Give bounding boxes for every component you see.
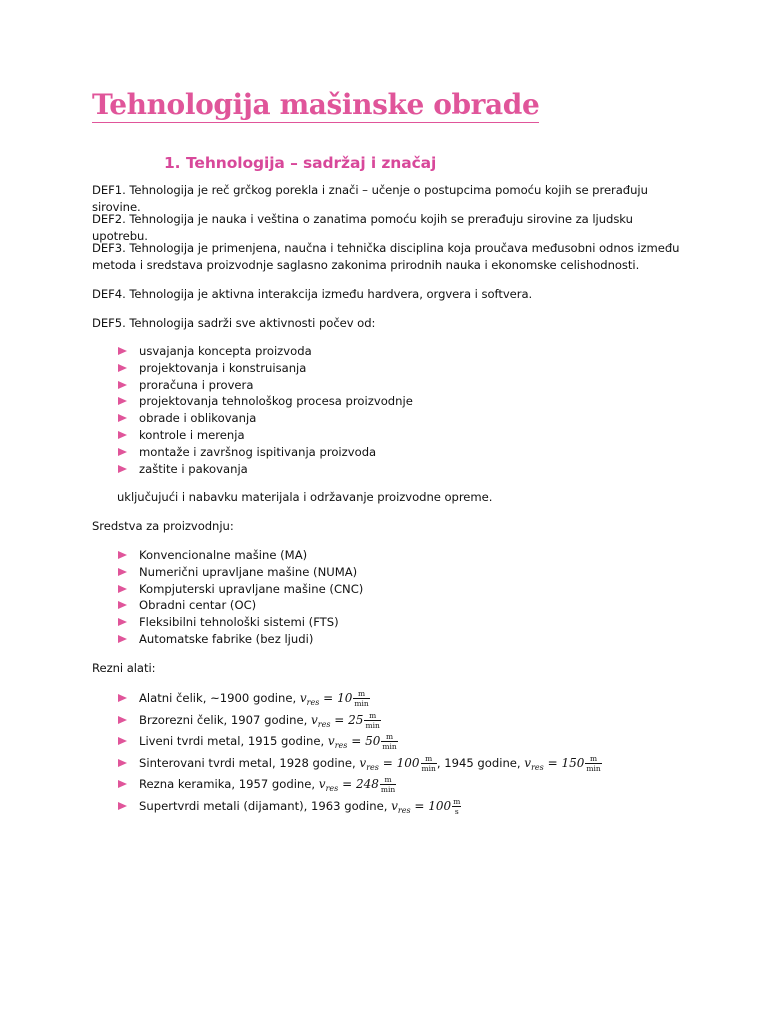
arrow-bullet-icon <box>118 381 127 389</box>
arrow-bullet-icon <box>118 716 127 724</box>
list-item: Obradni centar (OC) <box>118 597 363 614</box>
section-label: Tehnologija – sadržaj i značaj <box>186 154 437 172</box>
arrow-bullet-icon <box>118 737 127 745</box>
arrow-bullet-icon <box>118 551 127 559</box>
list-item: obrade i oblikovanja <box>118 410 413 427</box>
list-item: Sinterovani tvrdi metal, 1928 godine, $v_{res} = 100$ $\frac{m}{\min}$ , 1945 godine, $v_{res} = 150$ $\frac{m}{\min}$ <box>118 753 602 775</box>
unit-fraction: $\frac{m}{\min}$ <box>586 753 601 773</box>
arrow-bullet-icon <box>118 780 127 788</box>
means-list <box>118 547 363 648</box>
definition-2: DEF2. Tehnologija je nauka i veština o zanatima pomoću kojih se prerađuju sirovine za ljudsku upotrebu. <box>92 212 633 243</box>
arrow-bullet-icon <box>118 601 127 609</box>
unit-fraction: $\frac{m}{\min}$ <box>365 710 380 730</box>
arrow-bullet-icon <box>118 448 127 456</box>
definition-3: DEF3. Tehnologija je primenjena, naučna i tehnička disciplina koja proučava međusobni odnos između metoda i sredstava proizvodnje saglasno zakonima prirodnih nauka i ekonomske celishodnosti. <box>92 241 680 272</box>
arrow-bullet-icon <box>118 414 127 422</box>
list-item: Liveni tvrdi metal, 1915 godine, $v_{res} = 50$ $\frac{m}{\min}$ <box>118 731 602 753</box>
cutting-speed-formula: $v_{res} = 10$ <box>299 691 353 707</box>
list-item: Alatni čelik, ~1900 godine, $v_{res} = 10$ $\frac{m}{\min}$ <box>118 688 602 710</box>
cutting-speed-formula: $v_{res} = 100$ <box>391 798 452 815</box>
arrow-bullet-icon <box>118 802 127 810</box>
list-item: Brzorezni čelik, 1907 godine, $v_{res} = 25$ $\frac{m}{\min}$ <box>118 710 602 732</box>
section-number: 1. <box>164 154 181 172</box>
arrow-bullet-icon <box>118 431 127 439</box>
list-item: Numerični upravljane mašine (NUMA) <box>118 564 363 581</box>
arrow-bullet-icon <box>118 568 127 576</box>
definition-5: DEF5. Tehnologija sadrži sve aktivnosti počev od: <box>92 316 376 330</box>
arrow-bullet-icon <box>118 465 127 473</box>
list-item: usvajanja koncepta proizvoda <box>118 343 413 360</box>
arrow-bullet-icon <box>118 618 127 626</box>
tools-heading: Rezni alati: <box>92 661 156 675</box>
cutting-speed-formula: $v_{res} = 248$ <box>318 777 379 793</box>
unit-fraction: $\frac{m}{s}$ <box>453 796 461 816</box>
definition-4: DEF4. Tehnologija je aktivna interakcija između hardvera, orgvera i softvera. <box>92 287 533 301</box>
document-title: Tehnologija mašinske obrade <box>92 88 540 121</box>
activities-note: uključujući i nabavku materijala i održavanje proizvodne opreme. <box>117 490 493 504</box>
unit-fraction: $\frac{m}{\min}$ <box>380 775 396 794</box>
list-item: Automatske fabrike (bez ljudi) <box>118 631 363 648</box>
arrow-bullet-icon <box>118 694 127 702</box>
list-item: Kompjuterski upravljane mašine (CNC) <box>118 581 363 598</box>
arrow-bullet-icon <box>118 364 127 372</box>
unit-fraction: $\frac{m}{\min}$ <box>382 732 397 751</box>
list-item: Supertvrdi metali (dijamant), 1963 godine, $v_{res} = 100$ $\frac{m}{s}$ <box>118 796 602 818</box>
section-heading <box>164 154 436 172</box>
unit-fraction: $\frac{m}{\min}$ <box>421 753 436 773</box>
list-item: montaže i završnog ispitivanja proizvoda <box>118 444 413 461</box>
cutting-speed-formula: $v_{res} = 100$ <box>359 755 420 772</box>
definition-1: DEF1. Tehnologija je reč grčkog porekla i znači – učenje o postupcima pomoću kojih se prerađuju sirovine. <box>92 183 648 214</box>
unit-fraction: $\frac{m}{\min}$ <box>354 689 369 708</box>
arrow-bullet-icon <box>118 635 127 643</box>
arrow-bullet-icon <box>118 347 127 355</box>
cutting-speed-formula: $v_{res} = 25$ <box>311 712 364 729</box>
list-item: Rezna keramika, 1957 godine, $v_{res} = 248$ $\frac{m}{\min}$ <box>118 774 602 796</box>
list-item: Fleksibilni tehnološki sistemi (FTS) <box>118 614 363 631</box>
arrow-bullet-icon <box>118 397 127 405</box>
list-item: zaštite i pakovanja <box>118 461 413 478</box>
activities-list <box>118 343 413 477</box>
list-item: Konvencionalne mašine (MA) <box>118 547 363 564</box>
list-item: proračuna i provera <box>118 377 413 394</box>
cutting-speed-formula: $v_{res} = 150$ <box>524 755 585 772</box>
list-item: kontrole i merenja <box>118 427 413 444</box>
cutting-speed-formula: $v_{res} = 50$ <box>327 734 381 750</box>
arrow-bullet-icon <box>118 759 127 767</box>
arrow-bullet-icon <box>118 585 127 593</box>
list-item: projektovanja tehnološkog procesa proizvodnje <box>118 393 413 410</box>
list-item: projektovanja i konstruisanja <box>118 360 413 377</box>
means-heading: Sredstva za proizvodnju: <box>92 519 234 533</box>
tools-list <box>118 688 602 817</box>
